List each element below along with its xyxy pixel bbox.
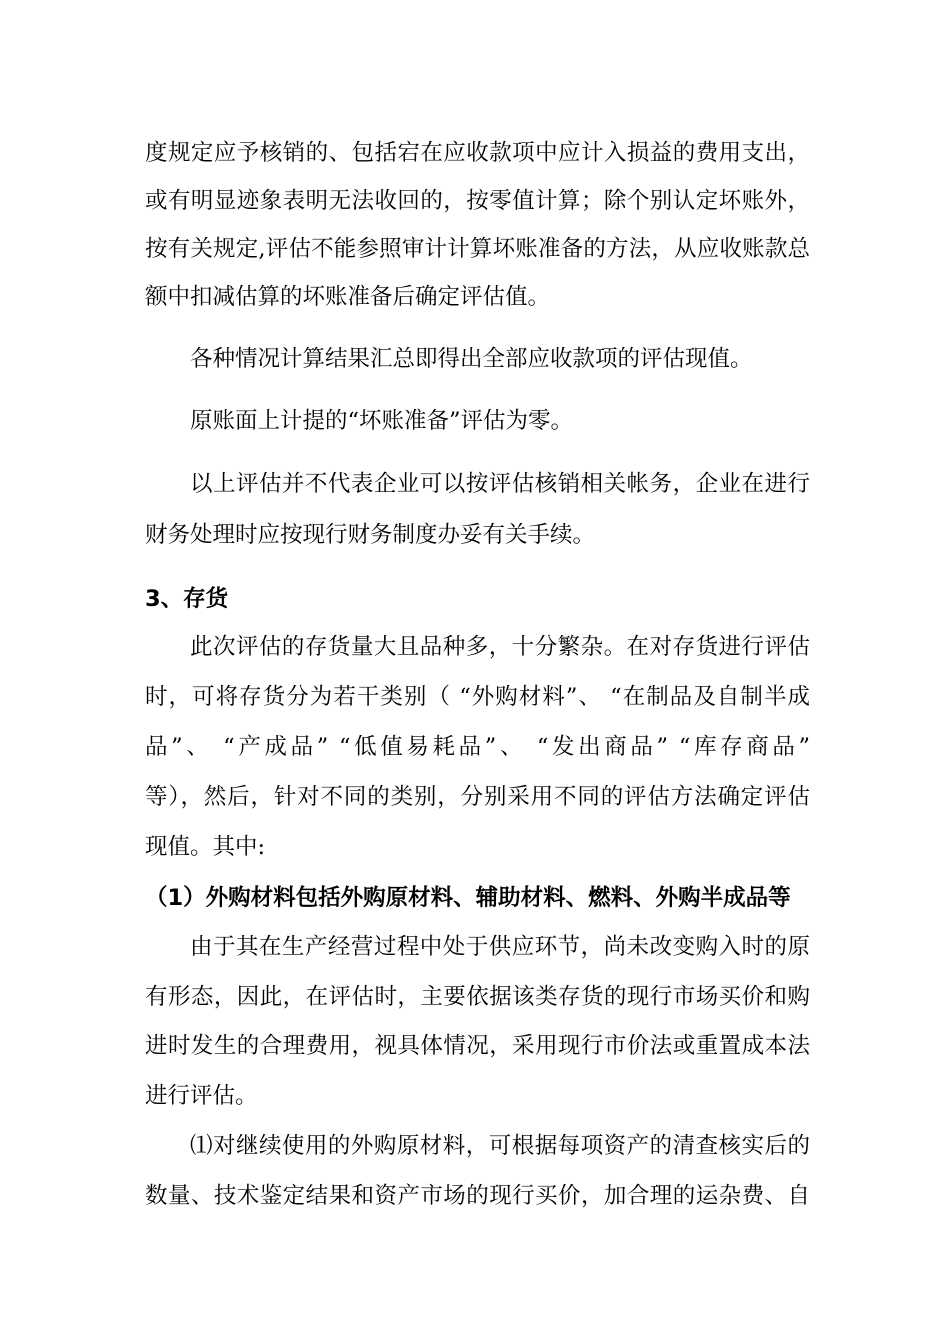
text-line: 度规定应予核销的、包括宕在应收款项中应计入损益的费用支出，	[145, 140, 810, 166]
text-line: 现值。其中:	[145, 834, 266, 860]
text-line: 数量、技术鉴定结果和资产市场的现行买价，加合理的运杂费、自	[145, 1183, 810, 1209]
text-line: 品”、 “产成品” “低值易耗品”、 “发出商品” “库存商品”	[145, 734, 810, 760]
text-line: 原账面上计提的“坏账准备”评估为零。	[190, 408, 574, 434]
text-line: 或有明显迹象表明无法收回的，按零值计算；除个别认定坏账外，	[145, 188, 810, 214]
text-line: 进行评估。	[145, 1083, 258, 1109]
text-line: 以上评估并不代表企业可以按评估核销相关帐务，企业在进行	[190, 471, 810, 497]
text-line: 等），然后，针对不同的类别，分别采用不同的评估方法确定评估	[145, 784, 810, 810]
text-line: 按有关规定,评估不能参照审计计算坏账准备的方法，从应收账款总	[145, 236, 810, 262]
text-line: 此次评估的存货量大且品种多，十分繁杂。在对存货进行评估	[190, 634, 810, 660]
text-line: 由于其在生产经营过程中处于供应环节，尚未改变购入时的原	[190, 934, 810, 960]
text-line: 财务处理时应按现行财务制度办妥有关手续。	[145, 522, 596, 548]
text-line: 各种情况计算结果汇总即得出全部应收款项的评估现值。	[190, 346, 753, 372]
section-heading: 3、存货	[145, 586, 229, 612]
text-line: 时，可将存货分为若干类别（ “外购材料”、 “在制品及自制半成	[145, 684, 810, 710]
text-line: 有形态，因此，在评估时，主要依据该类存货的现行市场买价和购	[145, 984, 810, 1010]
text-line: 额中扣减估算的坏账准备后确定评估值。	[145, 284, 551, 310]
text-line: ⑴对继续使用的外购原材料，可根据每项资产的清查核实后的	[190, 1133, 810, 1159]
text-line: 进时发生的合理费用，视具体情况，采用现行市价法或重置成本法	[145, 1033, 810, 1059]
subsection-heading: （1）外购材料包括外购原材料、辅助材料、燃料、外购半成品等	[145, 885, 791, 911]
